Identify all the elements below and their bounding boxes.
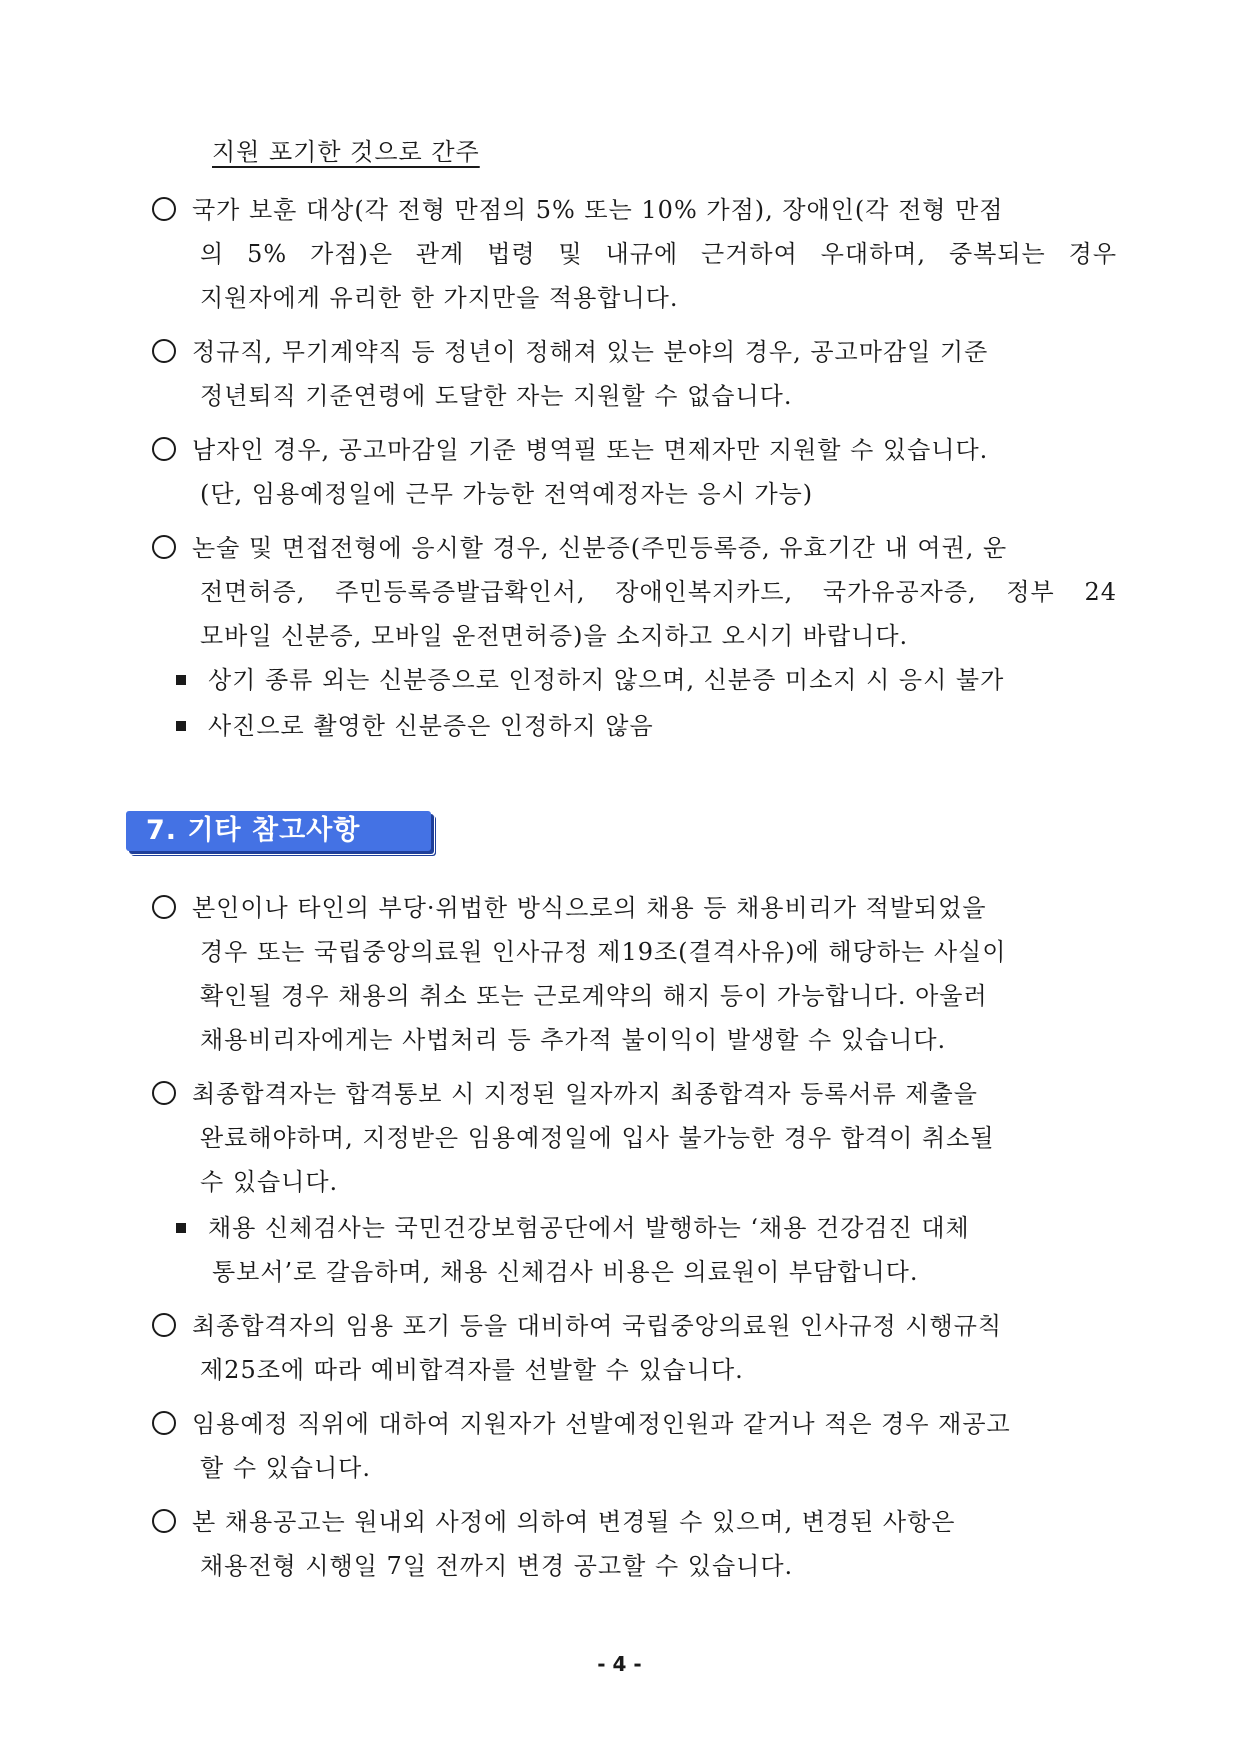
list-item: 정규직, 무기계약직 등 정년이 정해져 있는 분야의 경우, 공고마감일 기준 <box>152 330 988 374</box>
sub-bullet-item: 사진으로 촬영한 신분증은 인정하지 않음 <box>176 704 654 748</box>
list-item-line: 완료해야하며, 지정받은 임용예정일에 입사 불가능한 경우 합격이 취소될 <box>200 1124 995 1152</box>
list-item: 본인이나 타인의 부당·위법한 방식으로의 채용 등 채용비리가 적발되었을 <box>152 886 987 930</box>
list-item-line: 할 수 있습니다. <box>200 1454 371 1482</box>
circle-bullet-icon <box>152 339 176 363</box>
list-item: 본 채용공고는 원내외 사정에 의하여 변경될 수 있으며, 변경된 사항은 <box>152 1500 955 1544</box>
list-item-line: 정년퇴직 기준연령에 도달한 자는 지원할 수 없습니다. <box>200 382 793 410</box>
list-item: 국가 보훈 대상(각 전형 만점의 5% 또는 10% 가점), 장애인(각 전형 만점 <box>152 188 1117 232</box>
circle-bullet-icon <box>152 1411 176 1435</box>
list-item-line: 전면허증, 주민등록증발급확인서, 장애인복지카드, 국가유공자증, 정부 24 <box>200 578 1117 606</box>
list-item-line: (단, 임용예정일에 근무 가능한 전역예정자는 응시 가능) <box>200 480 814 508</box>
sub-bullet-item: 채용 신체검사는 국민건강보험공단에서 발행하는 ‘채용 건강검진 대체 <box>176 1206 970 1250</box>
list-item-line: 경우 또는 국립중앙의료원 인사규정 제19조(결격사유)에 해당하는 사실이 <box>200 938 1007 966</box>
page-number: - 4 - <box>597 1652 642 1676</box>
section-heading <box>126 811 431 851</box>
circle-bullet-icon <box>152 535 176 559</box>
list-item-line: 모바일 신분증, 모바일 운전면허증)을 소지하고 오시기 바랍니다. <box>200 622 909 650</box>
circle-bullet-icon <box>152 1313 176 1337</box>
list-item-line: 채용전형 시행일 7일 전까지 변경 공고할 수 있습니다. <box>200 1552 794 1580</box>
square-bullet-icon <box>176 675 186 685</box>
list-item-line: 채용비리자에게는 사법처리 등 추가적 불이익이 발생할 수 있습니다. <box>200 1026 947 1054</box>
square-bullet-icon <box>176 1223 186 1233</box>
circle-bullet-icon <box>152 1081 176 1105</box>
list-item-line: 수 있습니다. <box>200 1168 339 1196</box>
list-item: 논술 및 면접전형에 응시할 경우, 신분증(주민등록증, 유효기간 내 여권, 운 <box>152 526 1007 570</box>
list-item-line: 제25조에 따라 예비합격자를 선발할 수 있습니다. <box>200 1356 744 1384</box>
list-item-line: 지원자에게 유리한 한 가지만을 적용합니다. <box>200 284 679 312</box>
sub-bullet-line: 통보서’로 갈음하며, 채용 신체검사 비용은 의료원이 부담합니다. <box>212 1258 919 1286</box>
list-item-line: 확인될 경우 채용의 취소 또는 근로계약의 해지 등이 가능합니다. 아울러 <box>200 982 988 1010</box>
list-item: 최종합격자는 합격통보 시 지정된 일자까지 최종합격자 등록서류 제출을 <box>152 1072 978 1116</box>
list-item: 임용예정 직위에 대하여 지원자가 선발예정인원과 같거나 적은 경우 재공고 <box>152 1402 1011 1446</box>
list-item-line: 의 5% 가점)은 관계 법령 및 내규에 근거하여 우대하며, 중복되는 경우 <box>200 240 1117 268</box>
circle-bullet-icon <box>152 1509 176 1533</box>
list-item: 남자인 경우, 공고마감일 기준 병역필 또는 면제자만 지원할 수 있습니다. <box>152 428 988 472</box>
circle-bullet-icon <box>152 437 176 461</box>
circle-bullet-icon <box>152 895 176 919</box>
intro-text: 지원 포기한 것으로 간주 <box>212 138 480 166</box>
sub-bullet-item: 상기 종류 외는 신분증으로 인정하지 않으며, 신분증 미소지 시 응시 불가 <box>176 658 1004 702</box>
square-bullet-icon <box>176 721 186 731</box>
circle-bullet-icon <box>152 197 176 221</box>
list-item: 최종합격자의 임용 포기 등을 대비하여 국립중앙의료원 인사규정 시행규칙 <box>152 1304 1002 1348</box>
section-title: 7. 기타 참고사항 <box>146 815 361 846</box>
